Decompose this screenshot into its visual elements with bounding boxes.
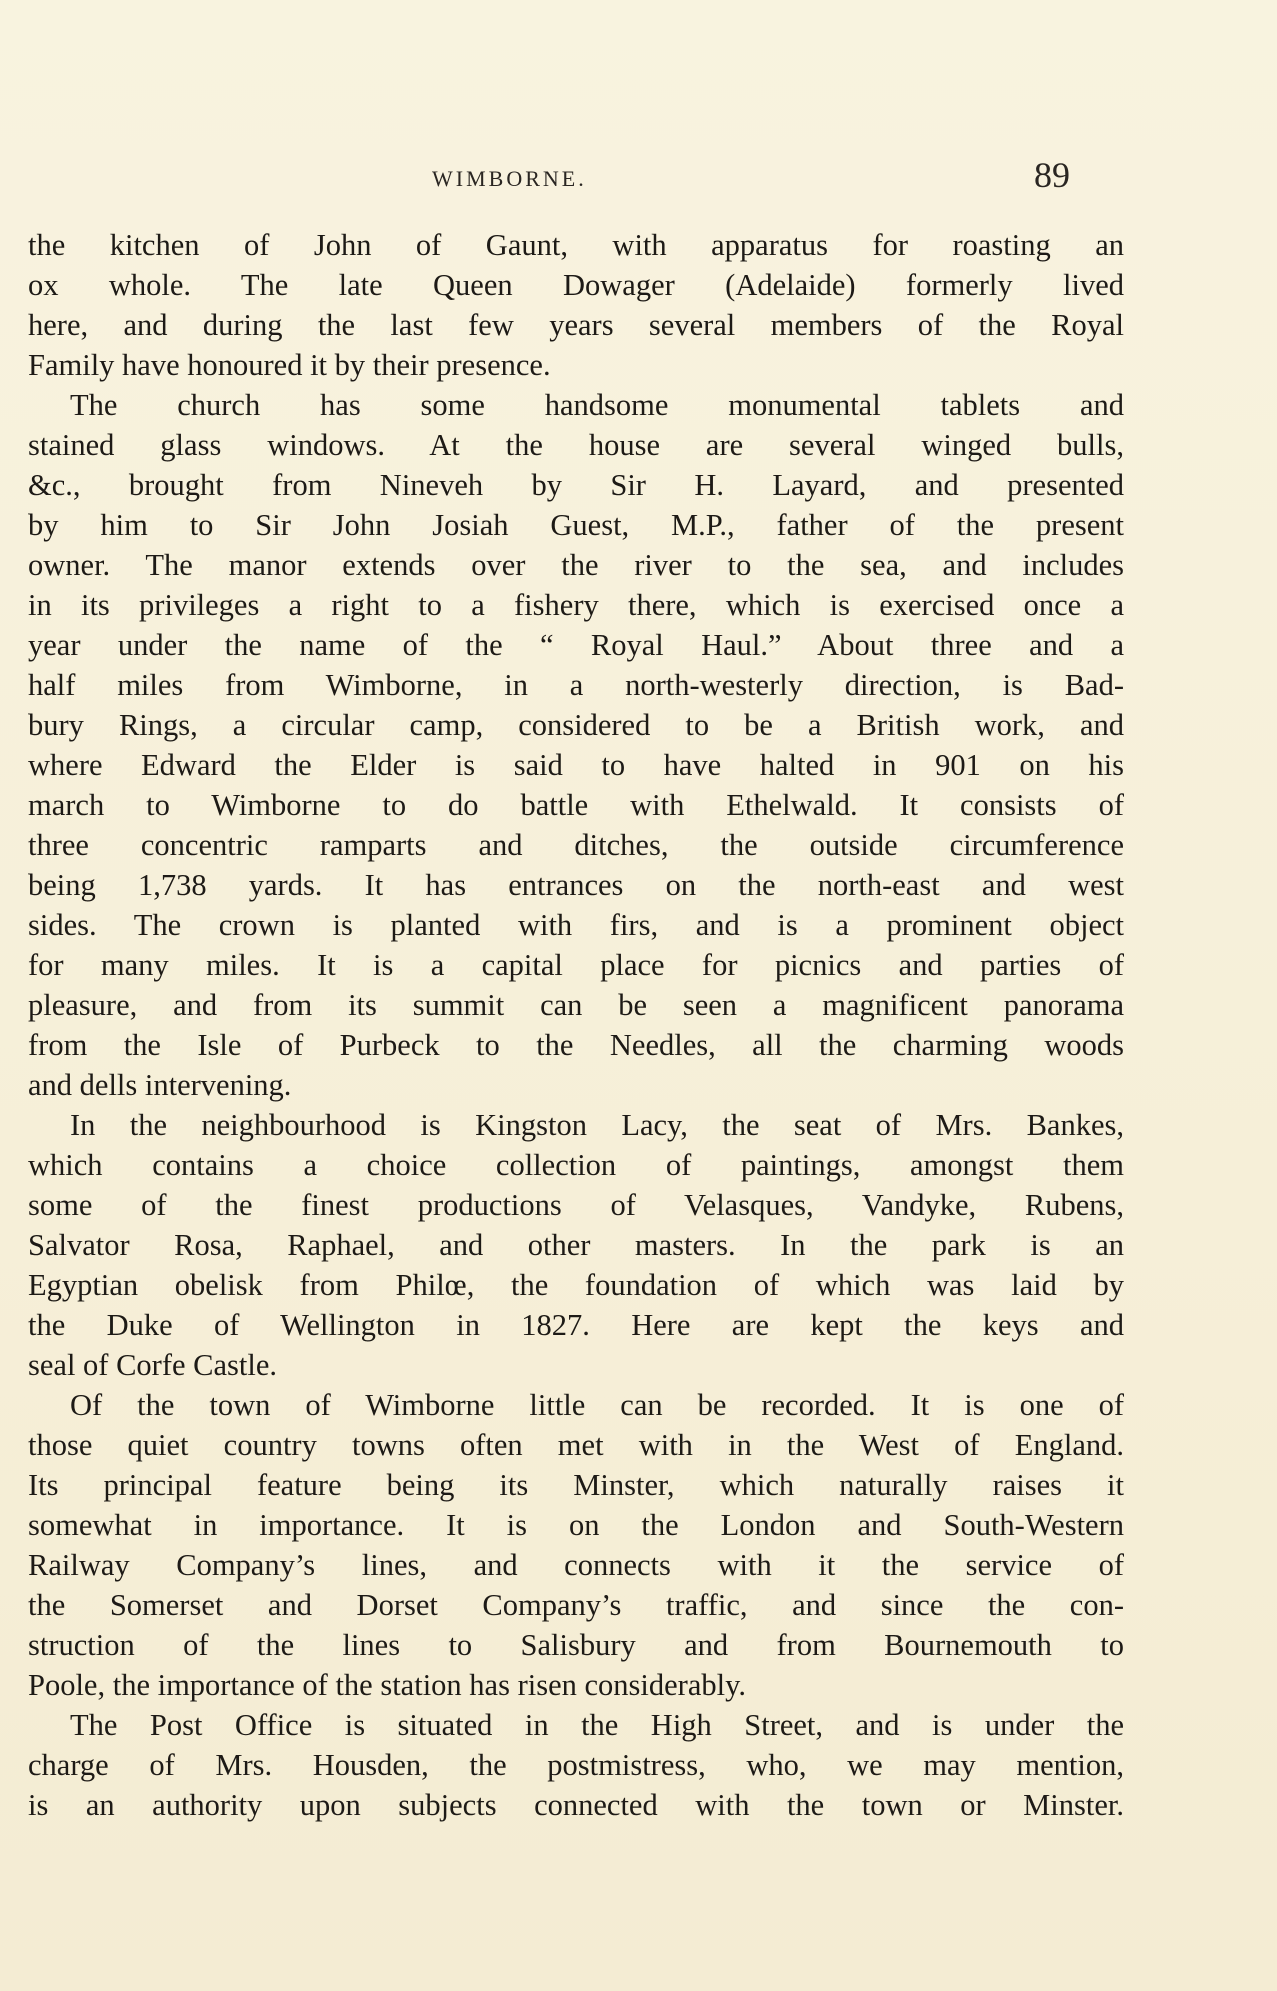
text-line: stained glass windows. At the house are several winged bulls, <box>28 428 1124 462</box>
text-line: which contains a choice collection of paintings, amongst them <box>28 1148 1124 1182</box>
text-line: being 1,738 yards. It has entrances on the north-east and west <box>28 868 1124 902</box>
text-line: ox whole. The late Queen Dowager (Adelaide) formerly lived <box>28 268 1124 302</box>
text-line: somewhat in importance. It is on the London and South-Western <box>28 1508 1124 1542</box>
text-line: Salvator Rosa, Raphael, and other masters. In the park is an <box>28 1228 1124 1262</box>
text-line: here, and during the last few years several members of the Royal <box>28 308 1124 342</box>
text-line: charge of Mrs. Housden, the postmistress, who, we may mention, <box>28 1748 1124 1782</box>
text-line: by him to Sir John Josiah Guest, M.P., father of the present <box>28 508 1124 542</box>
text-line: pleasure, and from its summit can be seen a magnificent panorama <box>28 988 1124 1022</box>
text-line: half miles from Wimborne, in a north-westerly direction, is Bad- <box>28 668 1124 702</box>
page-number: 89 <box>1034 155 1070 195</box>
text-line: seal of Corfe Castle. <box>28 1348 278 1382</box>
text-line: the Duke of Wellington in 1827. Here are kept the keys and <box>28 1308 1124 1342</box>
text-line: from the Isle of Purbeck to the Needles, all the charming woods <box>28 1028 1124 1062</box>
text-line: where Edward the Elder is said to have halted in 901 on his <box>28 748 1124 782</box>
text-line: and dells intervening. <box>28 1068 292 1102</box>
running-title: WIMBORNE. <box>432 166 587 191</box>
text-line: Railway Company’s lines, and connects with it the service of <box>28 1548 1124 1582</box>
text-line: some of the finest productions of Velasques, Vandyke, Rubens, <box>28 1188 1124 1222</box>
text-line: &c., brought from Nineveh by Sir H. Layard, and presented <box>28 468 1124 502</box>
text-line: Poole, the importance of the station has risen considerably. <box>28 1668 746 1702</box>
body-text <box>28 225 1124 1825</box>
text-line: owner. The manor extends over the river to the sea, and includes <box>28 548 1124 582</box>
text-line: Of the town of Wimborne little can be recorded. It is one of <box>70 1388 1124 1422</box>
text-line: struction of the lines to Salisbury and from Bournemouth to <box>28 1628 1124 1662</box>
text-line: Its principal feature being its Minster, which naturally raises it <box>28 1468 1124 1502</box>
text-line: those quiet country towns often met with in the West of England. <box>28 1428 1124 1462</box>
text-line: three concentric ramparts and ditches, the outside circumference <box>28 828 1124 862</box>
text-line: the kitchen of John of Gaunt, with apparatus for roasting an <box>28 228 1124 262</box>
text-line: The Post Office is situated in the High Street, and is under the <box>70 1708 1124 1742</box>
text-line: is an authority upon subjects connected with the town or Minster. <box>28 1788 1124 1822</box>
text-line: Family have honoured it by their presence. <box>28 348 551 382</box>
text-line: The church has some handsome monumental tablets and <box>70 388 1124 422</box>
text-line: in its privileges a right to a fishery there, which is exercised once a <box>28 588 1124 622</box>
text-line: march to Wimborne to do battle with Ethelwald. It consists of <box>28 788 1124 822</box>
running-head <box>0 155 1277 208</box>
text-line: In the neighbourhood is Kingston Lacy, the seat of Mrs. Bankes, <box>70 1108 1124 1142</box>
text-line: the Somerset and Dorset Company’s traffic, and since the con- <box>28 1588 1124 1622</box>
text-line: year under the name of the “ Royal Haul.” About three and a <box>28 628 1124 662</box>
text-line: Egyptian obelisk from Philœ, the foundation of which was laid by <box>28 1268 1124 1302</box>
text-line: for many miles. It is a capital place for picnics and parties of <box>28 948 1124 982</box>
text-line: bury Rings, a circular camp, considered to be a British work, and <box>28 708 1124 742</box>
text-line: sides. The crown is planted with firs, and is a prominent object <box>28 908 1124 942</box>
